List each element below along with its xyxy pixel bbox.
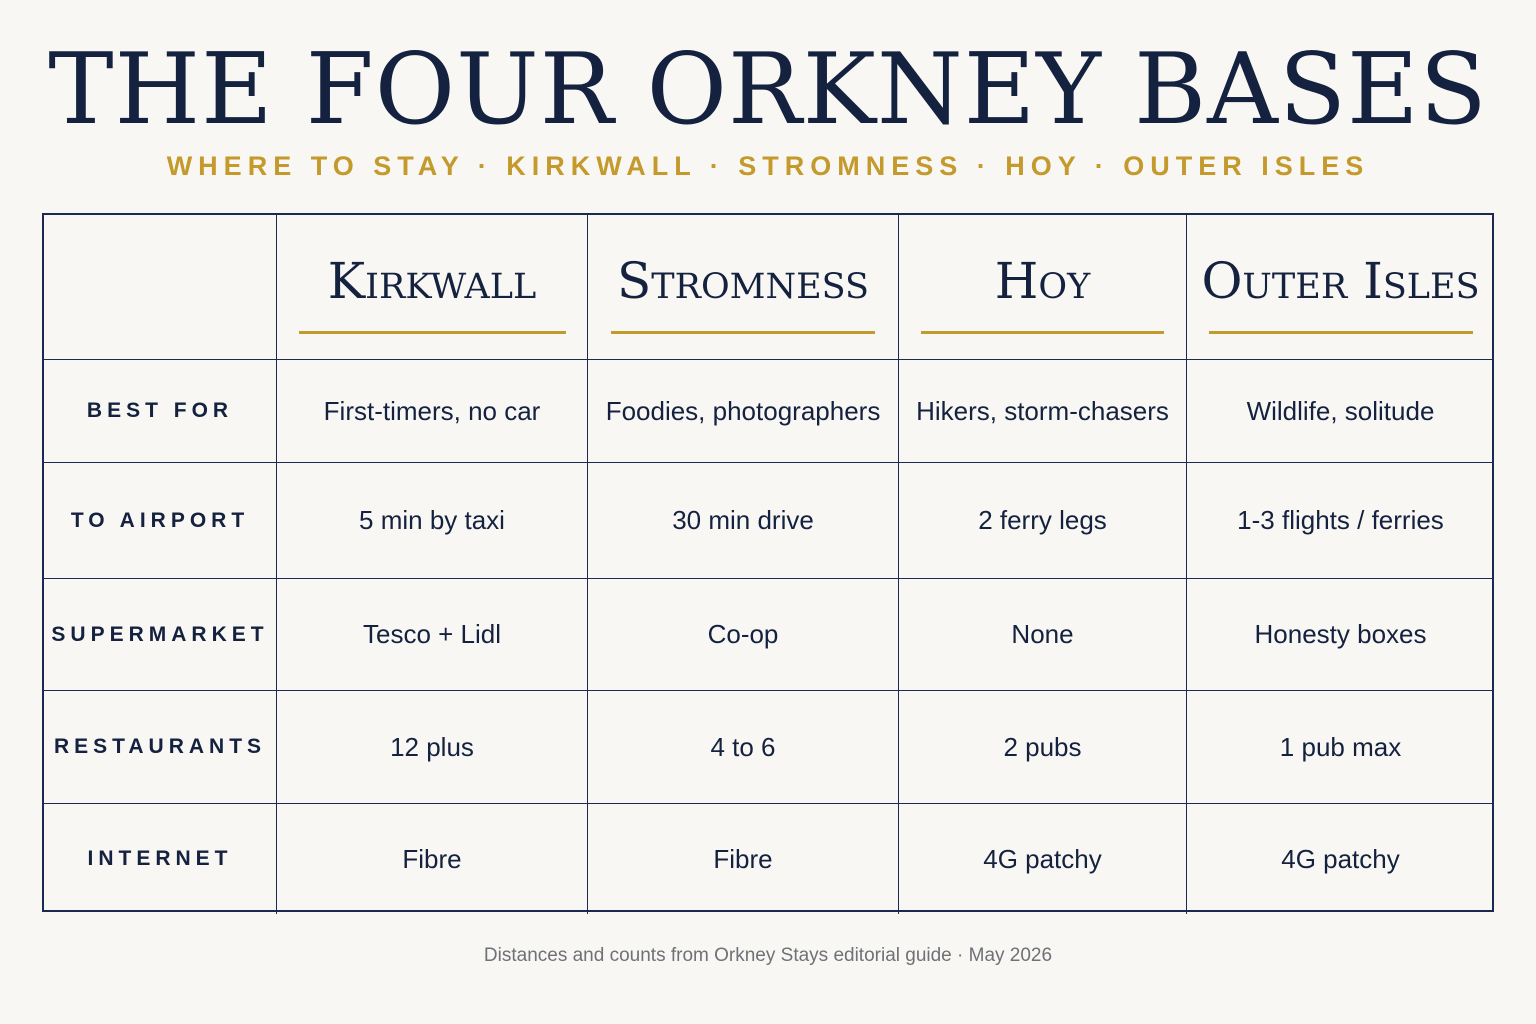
table-cell <box>899 804 1187 914</box>
cell-value: 4 to 6 <box>710 731 776 762</box>
row-label-internet: INTERNET <box>87 847 233 870</box>
page-title: THE FOUR ORKNEY BASES <box>48 33 1488 147</box>
cell-value: Tesco + Lidl <box>362 619 502 649</box>
header-underline <box>611 331 875 334</box>
footnote: Distances and counts from Orkney Stays editorial guide · May 2026 <box>483 945 1053 966</box>
table-cell <box>899 463 1187 579</box>
table-cell <box>588 804 899 914</box>
table-cell <box>277 579 588 691</box>
cell-value: Foodies, photographers <box>605 395 881 426</box>
cell-value: 12 plus <box>390 731 474 762</box>
table-cell <box>899 691 1187 804</box>
column-header-hoy <box>899 215 1187 360</box>
table-cell <box>1187 804 1494 914</box>
table-cell <box>277 463 588 579</box>
header-underline <box>299 331 566 334</box>
column-header-label: Outer Isles <box>1201 252 1480 310</box>
cell-value: 4G patchy <box>983 843 1102 874</box>
column-header-label: Hoy <box>994 252 1091 310</box>
cell-value: Wildlife, solitude <box>1246 395 1435 426</box>
table-corner-cell <box>44 215 277 360</box>
table-cell <box>1187 463 1494 579</box>
header-underline <box>1209 331 1473 334</box>
row-label-restaurants: RESTAURANTS <box>53 735 267 758</box>
table-cell <box>588 463 899 579</box>
cell-value: 4G patchy <box>1281 843 1400 874</box>
table-cell <box>899 360 1187 463</box>
cell-value: 30 min drive <box>672 505 814 535</box>
cell-value: Honesty boxes <box>1254 619 1427 649</box>
cell-value: 2 ferry legs <box>978 505 1107 535</box>
table-cell <box>277 804 588 914</box>
column-header-stromness <box>588 215 899 360</box>
row-label-cell <box>44 804 277 914</box>
cell-value: None <box>1011 619 1074 649</box>
row-label-best-for: BEST FOR <box>86 399 234 422</box>
header-underline <box>921 331 1164 334</box>
table-cell <box>277 691 588 804</box>
cell-value: Fibre <box>713 843 773 874</box>
cell-value: Fibre <box>402 843 462 874</box>
row-label-cell <box>44 360 277 463</box>
cell-value: Co-op <box>707 619 779 649</box>
table-cell <box>588 579 899 691</box>
table-cell <box>1187 360 1494 463</box>
row-label-cell <box>44 691 277 804</box>
row-label-cell <box>44 579 277 691</box>
table-cell <box>899 579 1187 691</box>
row-label-cell <box>44 463 277 579</box>
table-cell <box>1187 579 1494 691</box>
table-cell <box>1187 691 1494 804</box>
column-header-outer-isles <box>1187 215 1494 360</box>
cell-value: 5 min by taxi <box>359 505 505 535</box>
cell-value: Hikers, storm-chasers <box>916 395 1169 426</box>
cell-value: 1-3 flights / ferries <box>1237 505 1444 535</box>
column-header-label: Stromness <box>617 252 869 310</box>
comparison-table <box>42 213 1494 912</box>
row-label-to-airport: TO AIRPORT <box>70 508 250 532</box>
cell-value: 1 pub max <box>1279 731 1402 762</box>
table-cell <box>588 691 899 804</box>
column-header-label: Kirkwall <box>327 252 537 310</box>
table-cell <box>588 360 899 463</box>
table-cell <box>277 360 588 463</box>
cell-value: 2 pubs <box>1003 731 1082 762</box>
row-label-supermarket: SUPERMARKET <box>51 622 269 646</box>
page-subtitle: WHERE TO STAY · KIRKWALL · STROMNESS · HOY · OUTER ISLES <box>166 151 1370 181</box>
column-header-kirkwall <box>277 215 588 360</box>
cell-value: First-timers, no car <box>323 395 541 426</box>
